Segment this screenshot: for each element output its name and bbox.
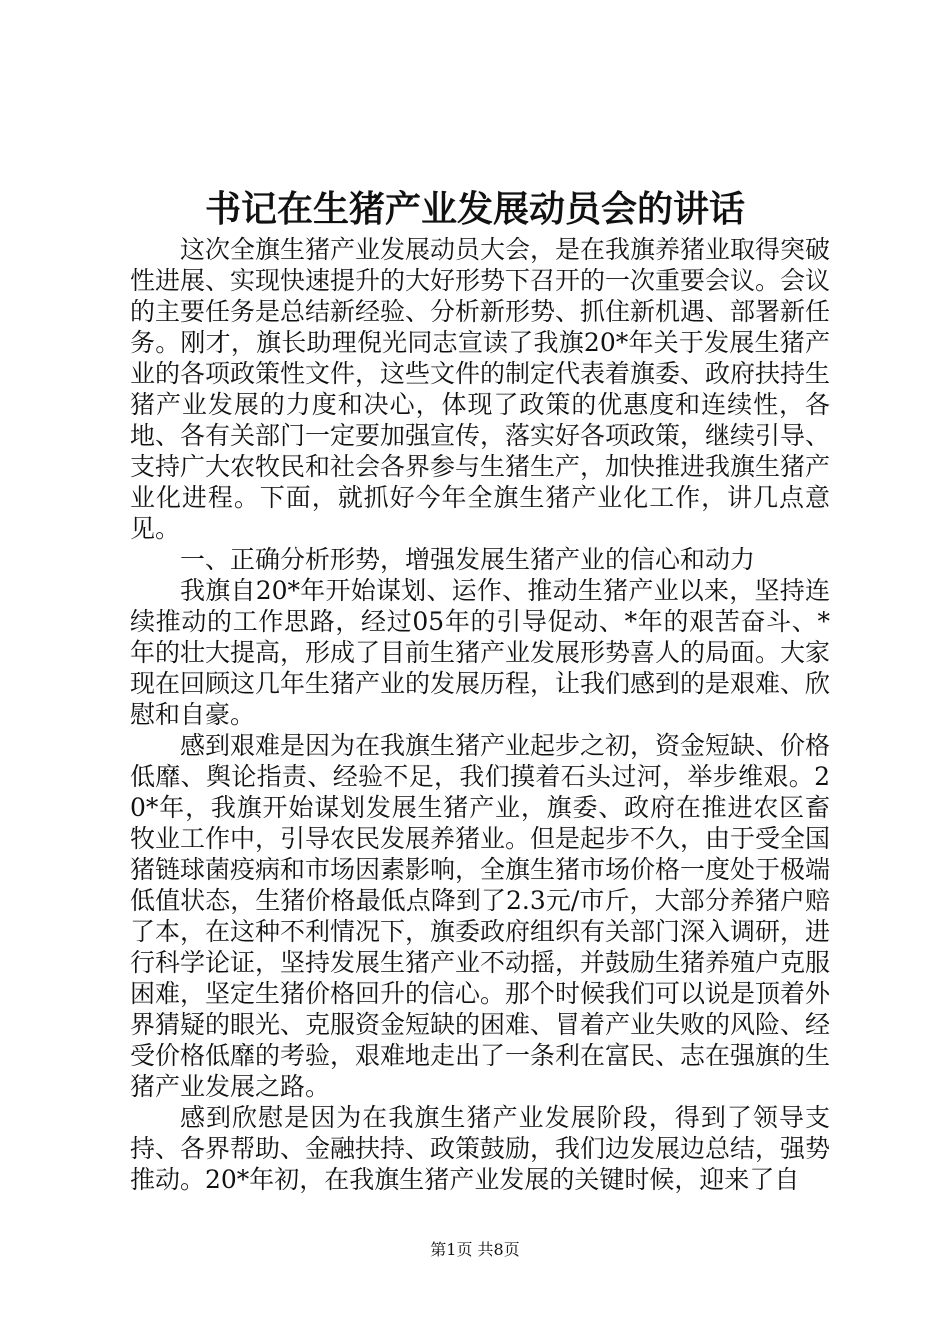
paragraph-history: 我旗自20*年开始谋划、运作、推动生猪产业以来，坚持连续推动的工作思路，经过05年的引导促动、*年的艰苦奋斗、*年的壮大提高，形成了目前生猪产业发展形势喜人的局面。大家现在回顾这几年生猪产业的发展历程，让我们感到的是艰难、欣慰和自豪。 (130, 576, 831, 729)
document-body (130, 234, 830, 1195)
paragraph-intro: 这次全旗生猪产业发展动员大会，是在我旗养猪业取得突破性进展、实现快速提升的大好形势下召开的一次重要会议。会议的主要任务是总结新经验、分析新形势、抓住新机遇、部署新任务。刚才，旗长助理倪光同志宣读了我旗20*年关于发展生猪产业的各项政策性文件，这些文件的制定代表着旗委、政府扶持生猪产业发展的力度和决心，体现了政策的优惠度和连续性，各地、各有关部门一定要加强宣传，落实好各项政策，继续引导、支持广大农牧民和社会各界参与生猪生产，加快推进我旗生猪产业化进程。下面，就抓好今年全旗生猪产业化工作，讲几点意见。 (130, 235, 831, 543)
section-heading-1: 一、正确分析形势，增强发展生猪产业的信心和动力 (180, 545, 756, 574)
paragraph-gratification: 感到欣慰是因为在我旗生猪产业发展阶段，得到了领导支持、各界帮助、金融扶持、政策鼓励，我们边发展边总结，强势推动。20*年初，在我旗生猪产业发展的关键时候，迎来了自 (130, 1103, 831, 1194)
document-title: 书记在生猪产业发展动员会的讲话 (204, 188, 745, 230)
paragraph-hardship: 感到艰难是因为在我旗生猪产业起步之初，资金短缺、价格低靡、舆论指责、经验不足，我们摸着石头过河，举步维艰。20*年，我旗开始谋划发展生猪产业，旗委、政府在推进农区畜牧业工作中，引导农民发展养猪业。但是起步不久，由于受全国猪链球菌疫病和市场因素影响，全旗生猪市场价格一度处于极端低值状态，生猪价格最低点降到了2.3元/市斤，大部分养猪户赔了本，在这种不利情况下，旗委政府组织有关部门深入调研，进行科学论证，坚持发展生猪产业不动摇，并鼓励生猪养殖户克服困难，坚定生猪价格回升的信心。那个时候我们可以说是顶着外界猜疑的眼光、克服资金短缺的困难、冒着产业失败的风险、经受价格低靡的考验，艰难地走出了一条利在富民、志在强旗的生猪产业发展之路。 (130, 731, 831, 1101)
page-number-footer: 第1页 共8页 (430, 1240, 520, 1259)
